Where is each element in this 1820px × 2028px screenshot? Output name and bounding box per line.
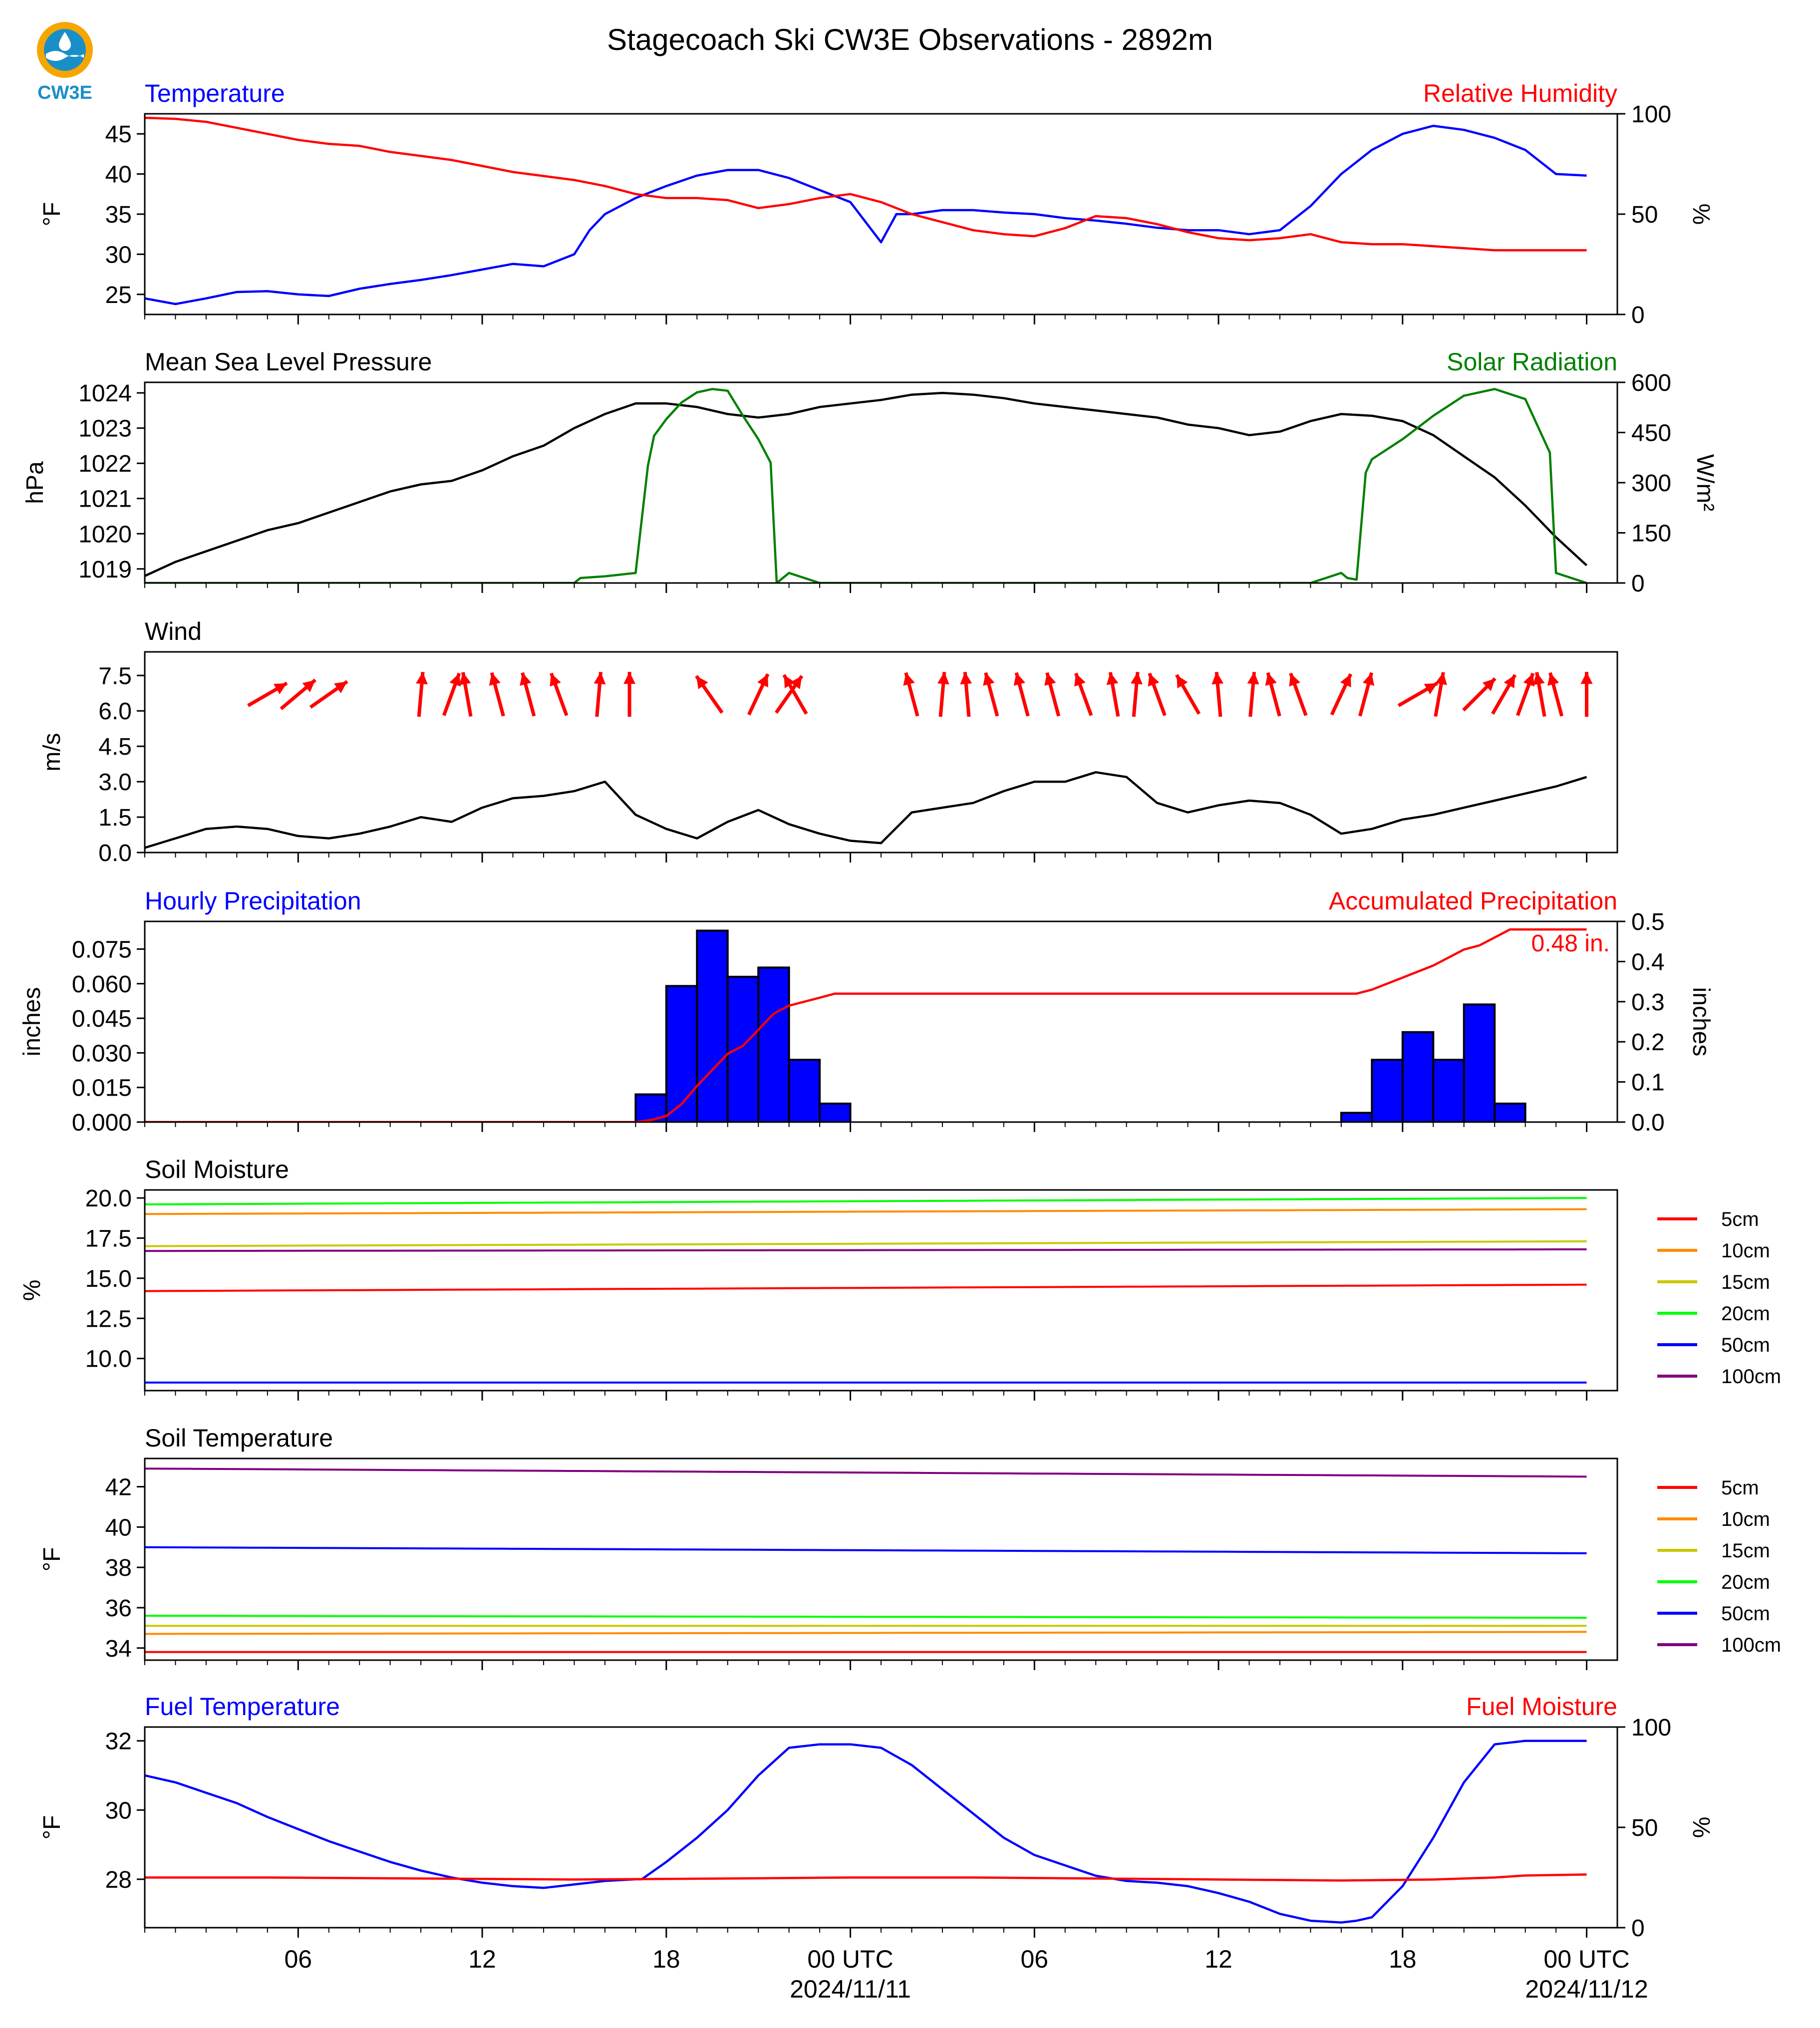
precip-ylabel-left: inches bbox=[19, 987, 45, 1057]
precip-ytick-label: 0.030 bbox=[71, 1040, 132, 1067]
soil_moist-ytick-label: 20.0 bbox=[85, 1185, 132, 1212]
precip-plot-area bbox=[145, 929, 1587, 1122]
x-tick-label: 18 bbox=[1388, 1945, 1417, 1973]
soil_moist-plot-area bbox=[145, 1198, 1587, 1383]
wind-arrow-head bbox=[1131, 672, 1143, 684]
precip-ytick-right-label: 0.2 bbox=[1631, 1029, 1665, 1056]
x-date-label: 2024/11/12 bbox=[1525, 1975, 1648, 2003]
pressure-ytick-label: 1024 bbox=[78, 380, 132, 407]
soil_temp-legend-label-50cm: 50cm bbox=[1721, 1603, 1770, 1625]
pressure-ytick-label: 1023 bbox=[78, 415, 132, 442]
wind-arrow bbox=[1044, 673, 1059, 716]
temp-ylabel-right: % bbox=[1688, 203, 1714, 225]
temp-ytick-right-label: 0 bbox=[1631, 302, 1645, 328]
precip-bar bbox=[1464, 1004, 1495, 1122]
soil_temp-legend-label-10cm: 10cm bbox=[1721, 1508, 1770, 1530]
soil_temp-legend-label-20cm: 20cm bbox=[1721, 1571, 1770, 1593]
x-tick-label: 00 UTC bbox=[807, 1945, 894, 1973]
temp-frame bbox=[145, 114, 1617, 314]
x-tick-label: 06 bbox=[284, 1945, 312, 1973]
temp-ytick-label: 25 bbox=[105, 282, 132, 308]
precip-ytick-right-label: 0.3 bbox=[1631, 989, 1665, 1016]
precip-ytick-label: 0.015 bbox=[71, 1075, 132, 1102]
panel-soil_moist bbox=[19, 1156, 1781, 1401]
soil_temp-legend-label-15cm: 15cm bbox=[1721, 1540, 1770, 1562]
x-date-label: 2024/11/11 bbox=[790, 1975, 911, 2003]
wind-arrow bbox=[983, 673, 997, 716]
wind-arrow bbox=[1547, 673, 1562, 716]
wind-arrow bbox=[459, 672, 471, 717]
soil_moist-ytick-label: 17.5 bbox=[85, 1225, 132, 1252]
soil_moist-ylabel-left: % bbox=[19, 1279, 45, 1301]
wind-arrow bbox=[749, 674, 768, 715]
fuel-title-right: Fuel Moisture bbox=[1466, 1693, 1617, 1721]
fuel-ytick-right-label: 0 bbox=[1631, 1915, 1645, 1942]
wind-arrow bbox=[1581, 672, 1593, 717]
panels bbox=[19, 79, 1781, 2003]
temp-ytick-label: 45 bbox=[105, 121, 132, 148]
wind-arrow bbox=[1177, 675, 1199, 714]
soil_temp-ytick-label: 40 bbox=[105, 1514, 132, 1541]
fuel-series-fuel-temperature bbox=[145, 1741, 1587, 1923]
soil_temp-series-10cm bbox=[145, 1632, 1587, 1634]
soil_temp-legend-label-5cm: 5cm bbox=[1721, 1477, 1759, 1499]
temp-title-right: Relative Humidity bbox=[1423, 79, 1617, 107]
precip-bar bbox=[789, 1060, 820, 1122]
wind-arrow bbox=[623, 672, 635, 717]
pressure-ylabel-right: W/m² bbox=[1692, 454, 1718, 512]
wind-arrow bbox=[1493, 675, 1515, 714]
wind-arrow bbox=[1289, 673, 1306, 716]
wind-title-left: Wind bbox=[145, 617, 202, 645]
soil_moist-legend-label-20cm: 20cm bbox=[1721, 1303, 1770, 1325]
logo-text: CW3E bbox=[37, 82, 92, 103]
wind-arrow bbox=[520, 673, 534, 716]
precip-bar bbox=[1372, 1060, 1402, 1122]
wind-arrow-head bbox=[594, 672, 606, 684]
fuel-title-left: Fuel Temperature bbox=[145, 1693, 340, 1721]
soil_moist-series-20cm bbox=[145, 1198, 1587, 1204]
precip-title-left: Hourly Precipitation bbox=[145, 887, 361, 915]
soil_moist-legend-label-100cm: 100cm bbox=[1721, 1366, 1782, 1388]
precip-bar bbox=[1495, 1104, 1525, 1122]
precip-ytick-right-label: 0.1 bbox=[1631, 1069, 1665, 1096]
pressure-plot-area bbox=[145, 389, 1587, 583]
wind-arrow bbox=[1533, 672, 1545, 717]
temp-ytick-label: 30 bbox=[105, 242, 132, 269]
wind-arrow bbox=[1360, 673, 1374, 716]
precip-ytick-label: 0.060 bbox=[71, 971, 132, 998]
precip-annotation: 0.48 in. bbox=[1531, 930, 1610, 957]
wind-arrow bbox=[1212, 672, 1223, 717]
wind-arrow bbox=[489, 673, 504, 716]
wind-arrow bbox=[1399, 683, 1438, 706]
temp-ylabel-left: °F bbox=[39, 202, 65, 227]
temp-plot-area bbox=[145, 118, 1587, 304]
wind-arrow bbox=[1131, 672, 1143, 717]
soil_temp-title-left: Soil Temperature bbox=[145, 1424, 333, 1452]
precip-bar bbox=[1341, 1113, 1372, 1122]
precip-ytick-label: 0.075 bbox=[71, 936, 132, 963]
wind-arrow bbox=[1332, 674, 1351, 715]
soil_temp-ytick-label: 42 bbox=[105, 1474, 132, 1501]
precip-ylabel-right: inches bbox=[1688, 987, 1714, 1057]
wind-arrow bbox=[1464, 678, 1496, 710]
soil_moist-series-10cm bbox=[145, 1209, 1587, 1214]
figure-title: Stagecoach Ski CW3E Observations - 2892m bbox=[607, 23, 1213, 56]
temp-series-relative-humidity bbox=[145, 118, 1587, 250]
wind-arrow-head bbox=[1212, 672, 1223, 684]
pressure-ylabel-left: hPa bbox=[22, 461, 48, 504]
wind-ytick-label: 6.0 bbox=[98, 698, 132, 725]
temp-ytick-label: 40 bbox=[105, 161, 132, 188]
fuel-ytick-right-label: 50 bbox=[1631, 1815, 1658, 1841]
soil_temp-ytick-label: 36 bbox=[105, 1595, 132, 1622]
fuel-ytick-label: 32 bbox=[105, 1728, 132, 1755]
wind-arrow bbox=[1014, 673, 1028, 716]
wind-arrow bbox=[1435, 672, 1447, 717]
fuel-ytick-right-label: 100 bbox=[1631, 1715, 1672, 1741]
pressure-ytick-right-label: 600 bbox=[1631, 370, 1672, 396]
precip-bar bbox=[820, 1104, 850, 1122]
fuel-series-fuel-moisture bbox=[145, 1875, 1587, 1881]
soil_temp-legend-label-100cm: 100cm bbox=[1721, 1634, 1782, 1656]
temp-series-temperature bbox=[145, 126, 1587, 304]
wind-arrow bbox=[1517, 673, 1534, 716]
temp-ytick-right-label: 100 bbox=[1631, 101, 1672, 128]
temp-ytick-label: 35 bbox=[105, 202, 132, 228]
pressure-series-mean-sea-level-pressure bbox=[145, 393, 1587, 576]
pressure-ytick-right-label: 0 bbox=[1631, 571, 1645, 597]
wind-ytick-label: 7.5 bbox=[98, 663, 132, 690]
wind-arrow-head bbox=[1247, 672, 1259, 684]
fuel-ytick-label: 28 bbox=[105, 1866, 132, 1893]
fuel-ylabel-left: °F bbox=[39, 1815, 65, 1840]
wind-arrow bbox=[248, 683, 287, 706]
soil_moist-legend-label-10cm: 10cm bbox=[1721, 1240, 1770, 1262]
soil_moist-series-5cm bbox=[145, 1285, 1587, 1291]
soil_temp-ytick-label: 34 bbox=[105, 1635, 132, 1662]
soil_temp-ylabel-left: °F bbox=[39, 1547, 65, 1572]
wind-arrow-head bbox=[960, 672, 972, 684]
x-tick-label: 18 bbox=[652, 1945, 680, 1973]
pressure-frame bbox=[145, 382, 1617, 583]
panel-temp bbox=[39, 79, 1714, 328]
soil_moist-series-100cm bbox=[145, 1249, 1587, 1251]
panel-pressure bbox=[22, 348, 1718, 597]
pressure-ytick-right-label: 300 bbox=[1631, 470, 1672, 497]
pressure-ytick-label: 1021 bbox=[78, 486, 132, 513]
precip-ytick-right-label: 0.4 bbox=[1631, 949, 1665, 976]
precip-bar bbox=[758, 967, 789, 1122]
soil_moist-legend-label-50cm: 50cm bbox=[1721, 1334, 1770, 1356]
wind-arrow bbox=[1265, 673, 1280, 716]
soil_temp-series-100cm bbox=[145, 1468, 1587, 1476]
x-tick-label: 12 bbox=[468, 1945, 496, 1973]
wind-arrow-head bbox=[1581, 672, 1593, 684]
wind-arrow bbox=[1074, 673, 1091, 716]
soil_temp-series-20cm bbox=[145, 1616, 1587, 1618]
fuel-frame bbox=[145, 1727, 1617, 1928]
precip-bar bbox=[697, 930, 727, 1122]
wind-plot-area bbox=[145, 672, 1593, 848]
soil_moist-ytick-label: 12.5 bbox=[85, 1306, 132, 1333]
wind-arrow bbox=[594, 672, 606, 717]
fuel-ytick-label: 30 bbox=[105, 1797, 132, 1824]
pressure-title-right: Solar Radiation bbox=[1447, 348, 1617, 376]
soil_moist-legend-label-15cm: 15cm bbox=[1721, 1271, 1770, 1293]
wind-ytick-label: 4.5 bbox=[98, 734, 132, 761]
wind-arrow bbox=[416, 672, 428, 717]
pressure-ytick-right-label: 150 bbox=[1631, 520, 1672, 547]
wind-arrow bbox=[550, 673, 567, 716]
wind-ytick-label: 0.0 bbox=[98, 840, 132, 867]
precip-ytick-right-label: 0.5 bbox=[1631, 909, 1665, 935]
soil_temp-series-50cm bbox=[145, 1547, 1587, 1553]
wind-arrow bbox=[960, 672, 972, 717]
wind-arrow bbox=[1107, 672, 1119, 717]
x-tick-label: 06 bbox=[1020, 1945, 1049, 1973]
pressure-ytick-label: 1019 bbox=[78, 556, 132, 583]
panel-precip bbox=[19, 887, 1714, 1136]
soil_moist-series-15cm bbox=[145, 1241, 1587, 1246]
x-tick-label: 00 UTC bbox=[1543, 1945, 1630, 1973]
panel-fuel bbox=[39, 1693, 1714, 1942]
soil_moist-legend-label-5cm: 5cm bbox=[1721, 1208, 1759, 1230]
wind-arrow-head bbox=[623, 672, 635, 684]
soil_moist-ytick-label: 10.0 bbox=[85, 1346, 132, 1373]
precip-bar bbox=[666, 986, 697, 1122]
precip-title-right: Accumulated Precipitation bbox=[1328, 887, 1617, 915]
x-tick-label: 12 bbox=[1205, 1945, 1232, 1973]
soil_moist-title-left: Soil Moisture bbox=[145, 1156, 289, 1183]
panel-soil_temp bbox=[39, 1424, 1781, 1670]
fuel-plot-area bbox=[145, 1741, 1587, 1923]
panel-wind bbox=[39, 617, 1617, 867]
wind-arrow bbox=[444, 673, 461, 716]
soil_moist-ytick-label: 15.0 bbox=[85, 1265, 132, 1292]
wind-arrow bbox=[696, 676, 722, 713]
fuel-ylabel-right: % bbox=[1688, 1816, 1714, 1838]
soil_temp-plot-area bbox=[145, 1468, 1587, 1652]
temp-ytick-right-label: 50 bbox=[1631, 202, 1658, 228]
soil_temp-frame bbox=[145, 1458, 1617, 1660]
pressure-ytick-label: 1022 bbox=[78, 451, 132, 478]
precip-bar bbox=[1403, 1032, 1433, 1122]
wind-ytick-label: 3.0 bbox=[98, 769, 132, 796]
pressure-title-left: Mean Sea Level Pressure bbox=[145, 348, 432, 376]
wind-arrow bbox=[1148, 673, 1165, 716]
wind-series-wind bbox=[145, 772, 1587, 848]
wind-arrow-head bbox=[416, 672, 428, 684]
soil_temp-ytick-label: 38 bbox=[105, 1555, 132, 1582]
wind-ytick-label: 1.5 bbox=[98, 805, 132, 832]
wind-arrow bbox=[937, 672, 949, 717]
pressure-series-solar-radiation bbox=[145, 389, 1587, 583]
precip-ytick-label: 0.045 bbox=[71, 1006, 132, 1033]
precip-bar bbox=[1433, 1060, 1464, 1122]
precip-ytick-label: 0.000 bbox=[71, 1110, 132, 1136]
precip-ytick-right-label: 0.0 bbox=[1631, 1110, 1665, 1136]
pressure-ytick-label: 1020 bbox=[78, 521, 132, 548]
wind-arrow bbox=[1247, 672, 1259, 717]
wind-arrow bbox=[310, 681, 347, 707]
wind-ylabel-left: m/s bbox=[39, 733, 65, 772]
precip-series-accumulated-precipitation bbox=[145, 929, 1587, 1122]
wind-arrow-head bbox=[937, 672, 949, 684]
temp-title-left: Temperature bbox=[145, 79, 285, 107]
wind-arrow bbox=[903, 673, 917, 716]
precip-bar bbox=[728, 977, 758, 1122]
pressure-ytick-right-label: 450 bbox=[1631, 420, 1672, 447]
